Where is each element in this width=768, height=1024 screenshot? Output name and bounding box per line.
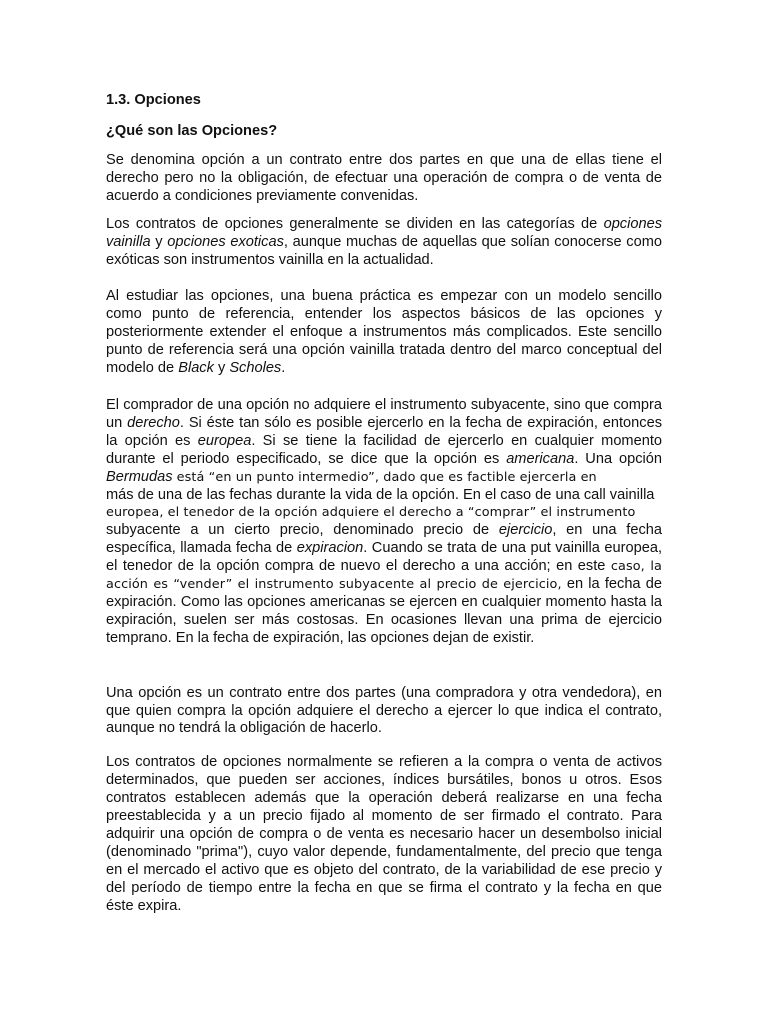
text-run: , en una fecha específica, llamada fecha de: [106, 522, 662, 557]
text-run: .: [281, 360, 286, 377]
italic-term: europea: [197, 432, 252, 449]
italic-term: Black: [178, 360, 214, 377]
text-run: caso, la acción es “vender” el instrumento subyacente al precio de ejercicio,: [106, 559, 663, 593]
italic-term: derecho: [127, 414, 180, 431]
italic-term: Bermudas: [106, 468, 173, 485]
paragraph-definition: Se denomina opción a un contrato entre dos partes en que una de ellas tiene el derecho pero no la obligación, de efectuar una operación de compra o de venta de acuerdo a condiciones previamente convenidas.: [106, 152, 662, 204]
text-run: . Si éste tan sólo es posible ejercerlo en la fecha de expiración, entonces la opción es: [106, 414, 662, 449]
italic-term: opciones vainilla: [106, 215, 662, 250]
italic-term: americana: [506, 450, 575, 467]
text-run: en la fecha de expiración. Como las opciones americanas se ejercen en cualquier momento hasta la expiración, suelen ser más costosas. En ocasiones llevan una prima de ejercicio temprano. En la fecha de expiración, las opciones dejan de existir.: [106, 576, 662, 646]
italic-term: opciones exoticas: [167, 233, 284, 250]
italic-term: expiracion: [296, 540, 364, 557]
section-title: 1.3. Opciones: [106, 92, 201, 108]
paragraph-categories: [106, 216, 662, 270]
text-run: Al estudiar las opciones, una buena práctica es empezar con un modelo sencillo como punto de referencia, entender los aspectos básicos de las opciones y posteriormente extender el enfoque a instrumentos más complicados. Este sencillo punto de referencia será una opción vainilla tratada dentro del marco conceptual del modelo de: [106, 288, 662, 377]
paragraph-contracts-detail: Los contratos de opciones normalmente se refieren a la compra o venta de activos determinados, que pueden ser acciones, índices bursátiles, bonos u otros. Esos contratos establecen además que la operación deberá realizarse en una fecha preestablecida y a un precio fijado al momento de ser firmado el contrato. Para adquirir una opción de compra o de venta es necesario hacer un desembolso inicial (denominado "prima"), cuyo valor depende, fundamentalmente, del precio que tenga en el mercado el activo que es objeto del contrato, de la variabilidad de ese precio y del período de tiempo entre la fecha en que se firma el contrato y la fecha en que éste expira.: [106, 754, 662, 914]
italic-term: ejercicio: [498, 522, 553, 539]
text-run: europea, el tenedor de la opción adquiere el derecho a “comprar” el instrumento: [106, 505, 636, 521]
text-run: Los contratos de opciones generalmente se dividen en las categorías de: [106, 215, 604, 232]
text-run: . Cuando se trata de una put vainilla europea, el tenedor de la opción compra de nuevo el derecho a una acción; en este: [106, 540, 662, 575]
text-run: más de una de las fechas durante la vida de la opción. En el caso de una call vainilla: [106, 486, 655, 503]
paragraph-study: [106, 288, 662, 378]
paragraph-buyer: [106, 397, 662, 648]
text-run: . Si se tiene la facilidad de ejercerlo en cualquier momento durante el periodo especificado, se dice que la opción es: [106, 432, 662, 467]
text-run: . Una opción: [574, 450, 662, 467]
text-run: y: [213, 360, 230, 377]
question-heading: ¿Qué son las Opciones?: [106, 123, 278, 139]
text-run: subyacente a un cierto precio, denominado precio de: [106, 522, 499, 539]
text-run: El comprador de una opción no adquiere el instrumento subyacente, sino que compra un: [106, 396, 662, 431]
text-run: , aunque muchas de aquellas que solían conocerse como exóticas son instrumentos vainilla en la actualidad.: [106, 233, 662, 268]
italic-term: Scholes: [229, 360, 282, 377]
text-run: está “en un punto intermedio”, dado que es factible ejercerla en: [172, 469, 597, 485]
text-run: y: [150, 233, 168, 250]
paragraph-contract: Una opción es un contrato entre dos partes (una compradora y otra vendedora), en que quien compra la opción adquiere el derecho a ejercer lo que indica el contrato, aunque no tendrá la obligación de hacerlo.: [106, 684, 662, 737]
